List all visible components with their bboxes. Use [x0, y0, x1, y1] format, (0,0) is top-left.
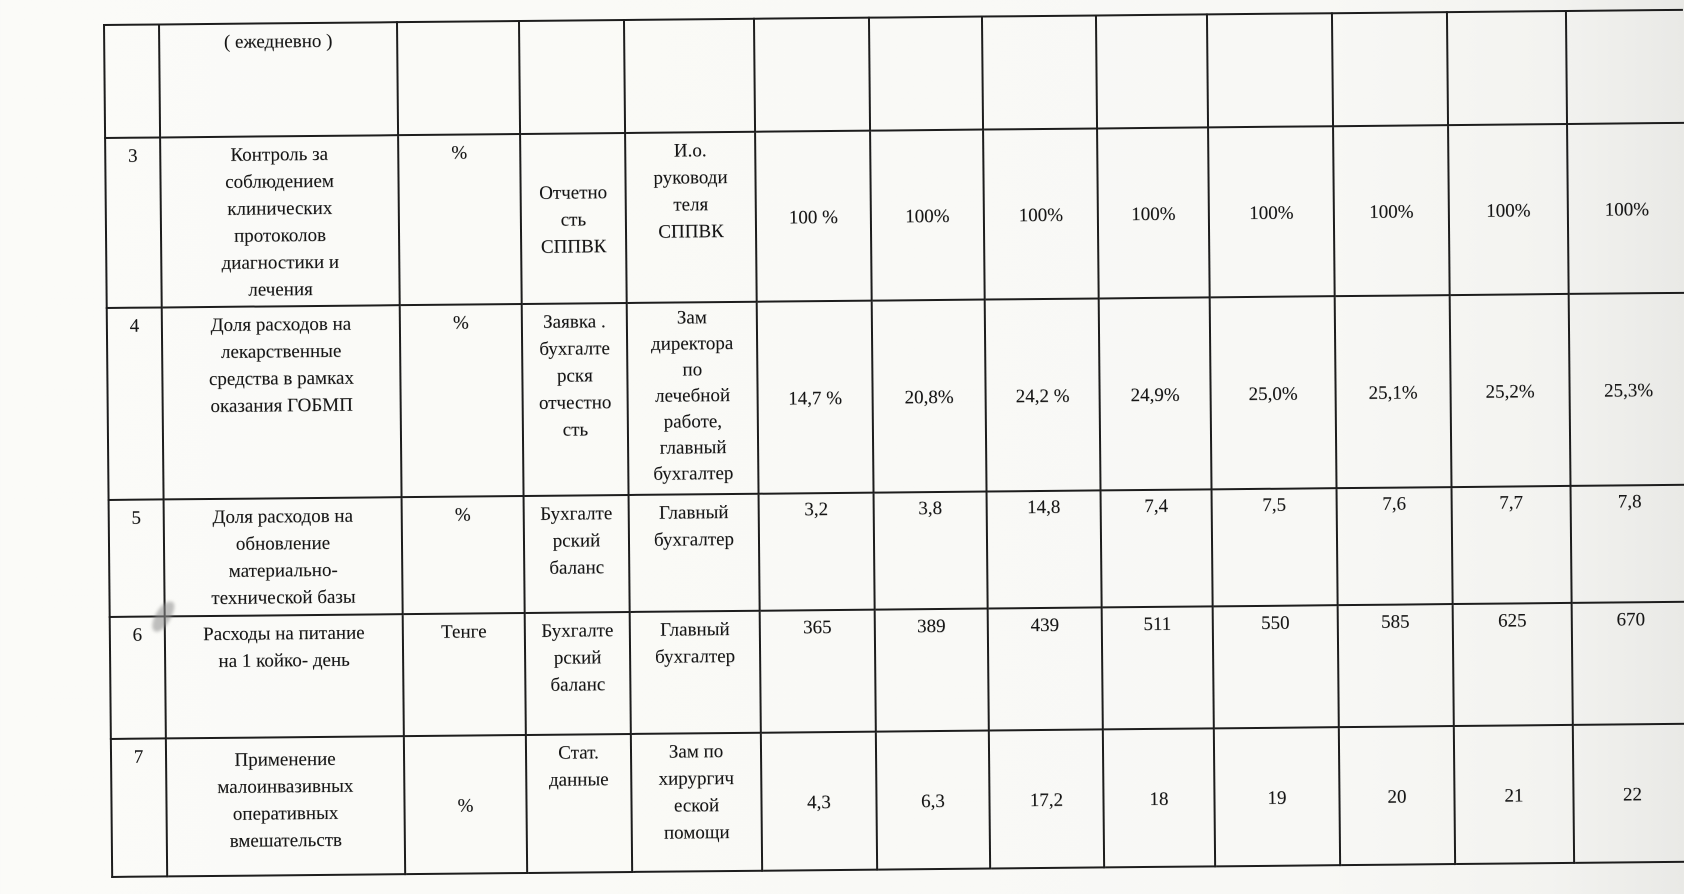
value-cell — [1096, 14, 1208, 128]
row-number-cell — [104, 24, 160, 138]
value-cell: 22 — [1573, 724, 1684, 863]
indicator-name-cell: ( ежедневно ) — [159, 22, 398, 137]
value-cell: 24,2 % — [985, 298, 1101, 491]
value-cell: 21 — [1454, 725, 1574, 864]
value-cell — [1332, 12, 1448, 126]
value-cell: 585 — [1338, 604, 1454, 727]
value-cell — [1207, 13, 1333, 127]
value-cell: 25,2% — [1450, 294, 1571, 487]
indicator-name-cell: Контроль за соблюдением клинических протоколов диагностики и лечения — [160, 135, 400, 307]
indicator-name-cell: Доля расходов на обновление материально- технической базы — [164, 497, 403, 616]
value-cell: 7,7 — [1452, 486, 1572, 604]
source-cell: Отчетно сть СППВК — [520, 133, 627, 304]
responsible-cell: Зам директора по лечебной работе, главный бухгалтер — [627, 302, 759, 495]
table-row — [110, 602, 1684, 739]
value-cell: 14,8 — [987, 490, 1102, 608]
value-cell: 7,6 — [1337, 487, 1453, 605]
responsible-cell: Зам по хирургич еской помощи — [631, 733, 762, 872]
value-cell: 7,4 — [1101, 489, 1213, 607]
value-cell — [754, 18, 870, 132]
table-row — [105, 123, 1684, 308]
indicator-name-cell: Доля расходов на лекарственные средства в рамках оказания ГОБМП — [162, 305, 402, 499]
value-cell: 100% — [1333, 125, 1450, 296]
value-cell — [869, 17, 983, 131]
value-cell: 100% — [1448, 124, 1569, 295]
value-cell: 511 — [1102, 606, 1214, 729]
value-cell: 20,8% — [872, 300, 987, 493]
source-cell: Бухгалте рский баланс — [525, 612, 631, 735]
value-cell: 100% — [870, 130, 985, 301]
unit-cell: Тенге — [403, 613, 526, 736]
source-cell: Стат. данные — [526, 734, 632, 873]
responsible-cell: Главный бухгалтер — [629, 494, 760, 612]
value-cell: 25,0% — [1210, 296, 1337, 489]
table-row — [104, 10, 1684, 138]
value-cell: 7,5 — [1212, 488, 1338, 606]
value-cell: 100% — [1567, 123, 1684, 294]
indicators-table-body — [104, 10, 1684, 877]
value-cell: 365 — [760, 610, 876, 733]
indicator-name-cell: Применение малоинвазивных оперативных вмешательств — [166, 736, 405, 876]
value-cell — [982, 15, 1097, 129]
value-cell: 17,2 — [989, 729, 1104, 868]
unit-cell: % — [398, 134, 522, 305]
value-cell: 3,8 — [874, 492, 988, 610]
unit-cell: % — [400, 304, 524, 497]
value-cell: 24,9% — [1099, 297, 1212, 490]
scanned-table-sheet — [103, 9, 1684, 878]
unit-cell: % — [402, 496, 525, 614]
value-cell: 19 — [1214, 727, 1340, 866]
value-cell: 100 % — [755, 131, 872, 302]
indicator-name-cell: Расходы на питание на 1 койко- день — [165, 614, 404, 738]
table-row — [109, 485, 1684, 617]
value-cell: 25,1% — [1335, 295, 1452, 488]
value-cell: 389 — [875, 609, 989, 732]
row-number-cell: 7 — [111, 738, 167, 877]
value-cell: 100% — [1097, 127, 1210, 298]
source-cell — [519, 20, 625, 134]
row-number-cell: 3 — [105, 137, 162, 308]
value-cell: 4,3 — [761, 732, 877, 871]
unit-cell: % — [404, 735, 527, 874]
value-cell: 625 — [1453, 603, 1573, 726]
value-cell: 100% — [983, 128, 1099, 299]
responsible-cell — [624, 19, 755, 133]
value-cell: 3,2 — [759, 493, 875, 611]
value-cell: 439 — [988, 607, 1103, 730]
value-cell: 20 — [1339, 726, 1455, 865]
value-cell: 550 — [1213, 605, 1339, 728]
value-cell: 670 — [1572, 602, 1684, 725]
responsible-cell: Главный бухгалтер — [630, 611, 761, 734]
table-row — [111, 724, 1684, 877]
value-cell — [1566, 10, 1684, 124]
row-number-cell: 4 — [107, 307, 164, 500]
source-cell: Бухгалте рский баланс — [524, 495, 630, 613]
value-cell: 100% — [1208, 126, 1335, 297]
row-number-cell: 6 — [110, 616, 166, 739]
value-cell: 6,3 — [876, 731, 990, 870]
value-cell: 25,3% — [1569, 293, 1684, 486]
table-row — [107, 293, 1684, 500]
indicators-table — [103, 9, 1684, 878]
unit-cell — [397, 21, 520, 135]
source-cell: Заявка . бухгалте рскя отчестно сть — [522, 303, 629, 496]
value-cell: 18 — [1103, 728, 1215, 867]
value-cell: 7,8 — [1571, 485, 1684, 603]
responsible-cell: И.о. руководи теля СППВК — [625, 132, 757, 303]
value-cell: 14,7 % — [757, 301, 874, 494]
row-number-cell: 5 — [109, 499, 165, 617]
value-cell — [1447, 11, 1567, 125]
